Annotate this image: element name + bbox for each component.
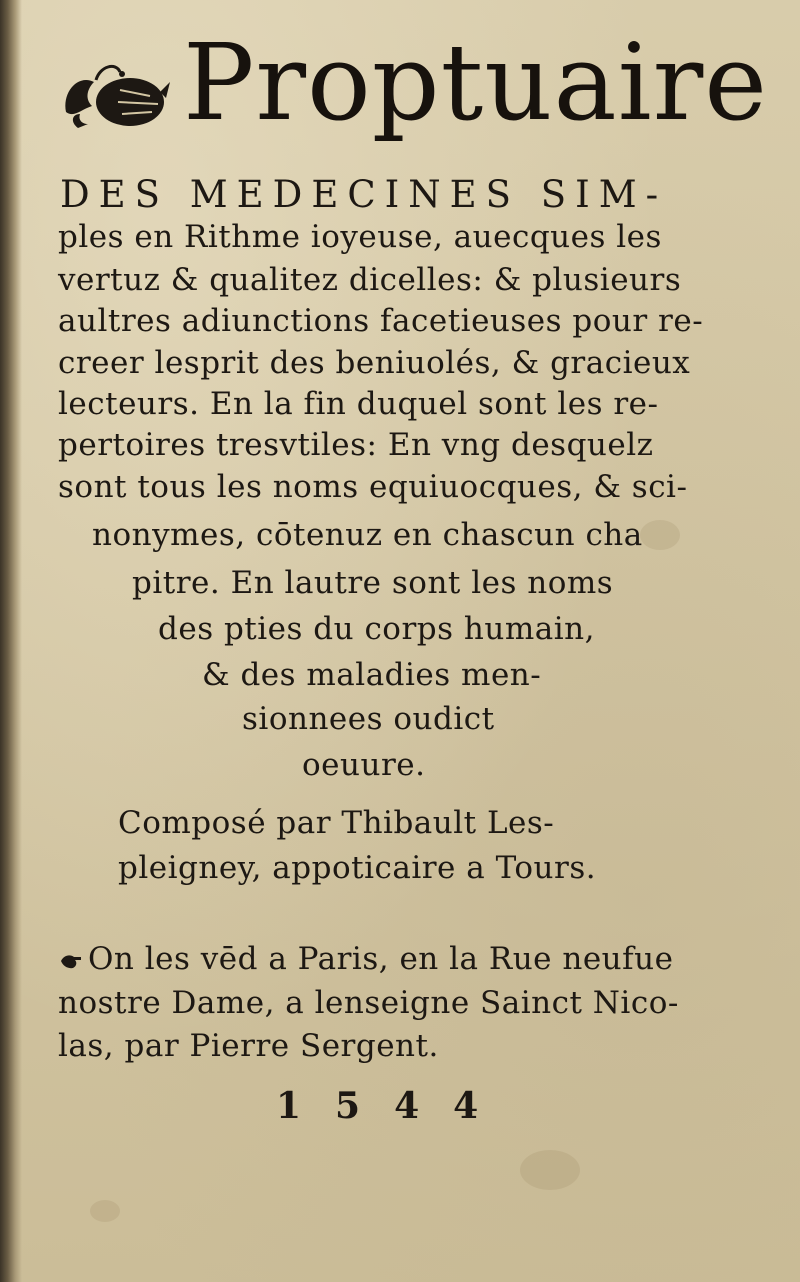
paper-stain [90,1200,120,1222]
hand-bullet-icon [60,952,82,970]
description-line: & des maladies men- [202,657,542,693]
description-line: pitre. En lautre sont les noms [132,565,614,601]
title-block [50,21,769,160]
description-line: creer lesprit des beniuolés, & gracieux [58,345,691,381]
description-line: des pties du corps humain, [158,611,595,647]
author-line: Composé par Thibault Les- [118,805,555,841]
imprint-line: las, par Pierre Sergent. [58,1028,439,1064]
imprint-line: nostre Dame, a lenseigne Sainct Nico- [58,985,679,1021]
imprint-text: On les vēd a Paris, en la Rue neufue [88,941,674,977]
description-line: oeuure. [302,747,426,783]
author-line: pleigney, appoticaire a Tours. [118,850,597,886]
description-line: ples en Rithme ioyeuse, auecques les [58,219,662,255]
description-line: pertoires tresvtiles: En vng desquelz [58,427,654,463]
description-line: sont tous les noms equiuocques, & sci- [58,469,688,505]
description-line: nonymes, cōtenuz en chascun cha [92,517,643,553]
publication-year: 1544 [276,1085,513,1127]
book-title: Proptuaire [183,21,769,144]
description-line: sionnees oudict [242,701,495,737]
description-line: lecteurs. En la fin duquel sont les re- [58,386,659,422]
description-line: aultres adiunctions facetieuses pour re- [58,303,704,339]
fleuron-icon [60,52,172,138]
paper-stain [520,1150,580,1190]
imprint-line [0,941,800,977]
description-line: vertuz & qualitez dicelles: & plusieurs [58,262,682,298]
subtitle: DES MEDECINES SIM- [60,173,668,216]
